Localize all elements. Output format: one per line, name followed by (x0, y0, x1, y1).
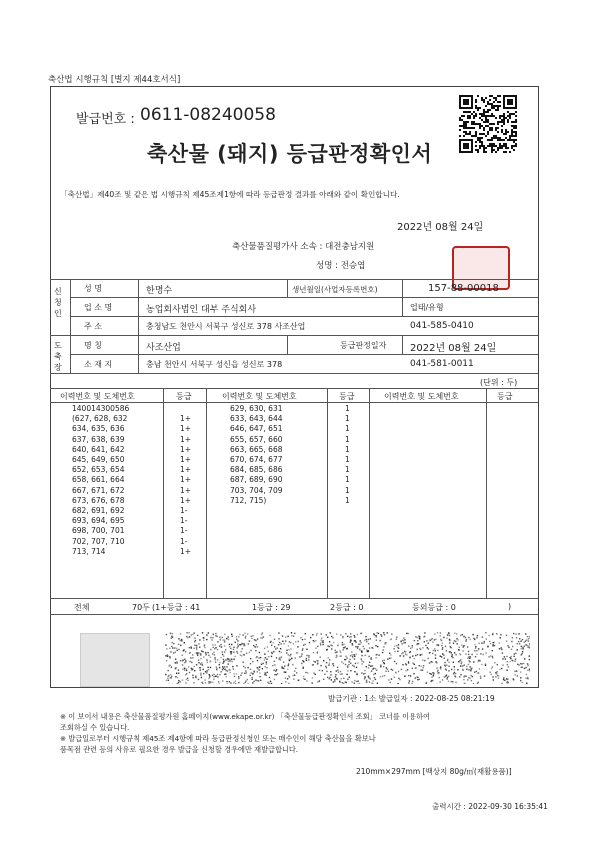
table-header-grade-3: 등급 (497, 392, 513, 401)
certificate-date: 2022년 08월 24일 (397, 222, 484, 233)
note-line-1: ※ 이 보이서 내용은 축산물품질평가원 홈페이지(www.ekape.or.kr) 「축산물등급판정확인서 조회」 코너를 이용하여 (60, 712, 430, 721)
business-type-label: 업태/유형 (410, 303, 444, 312)
facility-name: 사조산업 (146, 343, 181, 353)
facility-location: 충남 천안시 서북구 성신읍 성신로 378 (146, 360, 283, 369)
security-pattern (165, 632, 530, 684)
business-number: 157-88-00018 (428, 283, 499, 294)
out-grade-total: 등외등급 : 0 (412, 603, 456, 612)
watermark-logo (80, 633, 150, 687)
location-label: 소 재 지 (84, 360, 113, 369)
signer-line: 성명 : 전승엽 (316, 261, 366, 271)
totals-close: ) (508, 602, 512, 611)
total-count: 70두 (132, 603, 150, 612)
note-line-4: 품목점 관련 등의 사유로 필요한 경우 발급을 신청할 경우에만 재발급합니다. (60, 745, 299, 754)
document-title: 축산물 (돼지) 등급판정확인서 (147, 142, 433, 166)
applicant-phone: 041-585-0410 (410, 321, 474, 331)
qr-code-icon (459, 95, 517, 153)
issue-number: 0611-08240058 (140, 105, 276, 125)
grade-1plus-total: (1+등급 : 41 (152, 603, 201, 612)
unit-label: (단위 : 두) (480, 378, 518, 387)
company-name: 농업회사법인 대부 주식회사 (146, 305, 257, 315)
grading-date: 2022년 08월 24일 (410, 343, 497, 354)
table-header-grade-1: 등급 (176, 392, 192, 401)
total-label: 전체 (74, 603, 90, 612)
issue-number-label: 발급번호 : (76, 112, 135, 127)
table-header-id-3: 이력번호 및 도체번호 (384, 392, 459, 401)
applicant-name: 한명수 (146, 286, 173, 296)
carcass-id-column-1: 140014300586 (627, 628, 632 634, 635, 636 637, 638, 639 640, 641, 642 645, 649, 650 652, 653, 654 658, 661, 664 667, 671, 672 673, 676, 678 682, 691, 692 693, 694, 695 698, 700, 701 702, 707, 710 713, 714 (72, 404, 130, 556)
note-line-3: ※ 발급일로부터 시행규칙 제45조 제4항에 따라 등급판정신청인 또는 매수인이 해당 축산물을 확보나 (60, 734, 376, 743)
applicant-section-label: 신청인 (54, 287, 62, 318)
form-reference: 축산법 시행규칙 [별지 제44호서식] (48, 75, 181, 85)
grade-2-total: 2등급 : 0 (330, 603, 364, 612)
issue-info: 발급기관 : 1소 발급일자 : 2022-08-25 08:21:19 (328, 694, 495, 703)
print-time: 출력시간 : 2022-09-30 16:35:41 (432, 802, 548, 811)
carcass-id-column-2: 629, 630, 631 633, 643, 644 646, 647, 651 655, 657, 660 663, 665, 668 670, 674, 677 684, 685, 686 687, 689, 690 703, 704, 709 712, 715) (230, 404, 283, 505)
table-header-id-1: 이력번호 및 도체번호 (60, 392, 135, 401)
facility-phone: 041-581-0011 (410, 359, 474, 369)
address-label: 주 소 (84, 322, 102, 331)
table-header-grade-2: 등급 (339, 392, 355, 401)
birth-label: 생년월일(사업자등록번호) (292, 285, 378, 294)
grade-1-total: 1등급 : 29 (252, 603, 291, 612)
facility-section-label: 도축장 (54, 341, 62, 372)
grade-column-2: 1 1 1 1 1 1 1 1 1 1 (345, 404, 350, 505)
paper-size-note: 210mm×297mm [백상지 80g/㎡(재활용품)] (356, 767, 512, 776)
grading-date-label: 등급판정일자 (340, 341, 387, 350)
applicant-address: 충청남도 천안시 서북구 성신로 378 사조산업 (146, 322, 306, 331)
grade-column-1: 1+ 1+ 1+ 1+ 1+ 1+ 1+ 1+ 1+ 1- 1- 1- 1- 1+ (180, 414, 192, 556)
note-line-2: 조회하실 수 있습니다. (60, 723, 130, 732)
applicant-name-label: 성 명 (84, 284, 102, 293)
agency-line: 축산물품질평가사 소속 : 대전충남지원 (232, 242, 375, 252)
facility-name-label: 명 칭 (84, 341, 102, 350)
company-label: 업 소 명 (84, 303, 113, 312)
intro-text: 「축산법」제40조 및 같은 법 시행규칙 제45조제1항에 따라 등급판정 결과를 아래와 같이 확인합니다. (60, 190, 400, 199)
table-header-id-2: 이력번호 및 도체번호 (222, 392, 297, 401)
